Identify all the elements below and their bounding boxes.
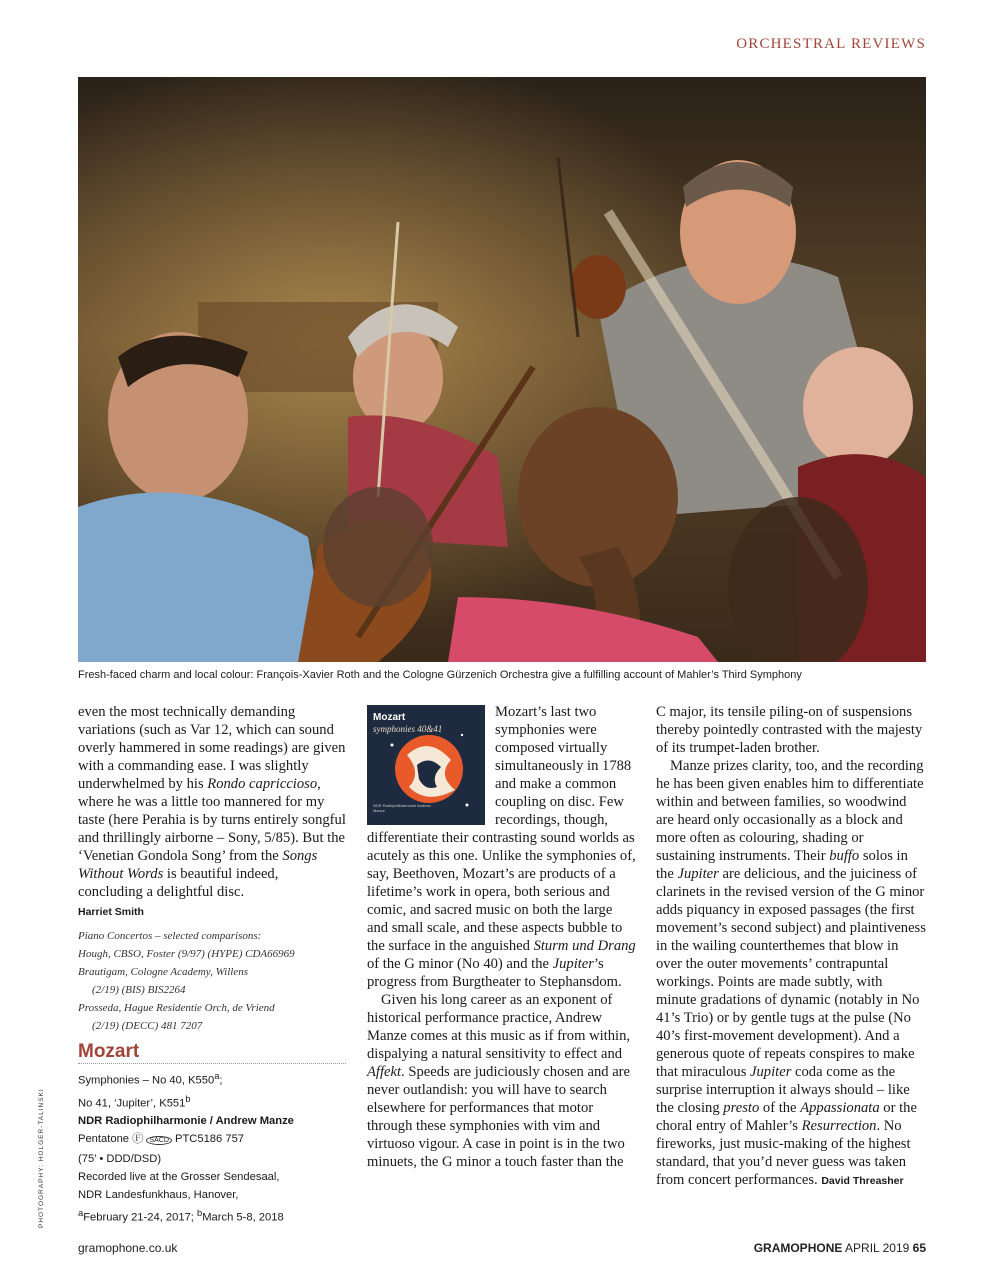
page-number: 65 — [912, 1241, 926, 1255]
paragraph: Manze prizes clarity, too, and the recording he has been given enables him to differentiate within and between families, so woodwind are heard only occasionally as a block and more often as colouring, shading or sustaining instruments. Their buffo solos in the Jupiter are delicious, and the juiciness of clarinets in the revised version of the G minor adds piquancy in exposed passages (the first movement’s second subject) and plaintiveness in the wailing counterthemes that blow in over the outer movements’ contrapuntal workings. Points are made subtly, with minute gradations of dynamic (notably in No 41’s Trio) or by gentle tugs at the pulse (No 40’s first-movement development). And a generous quote of repeats conspires to make that miraculous Jupiter coda come as the surprise interruption it always should – like the closing presto of the Appassionata or the choral entry of Mahler’s Resurrection. No fireworks, just music-making of the highest standard, that you’d never guess was taken from concert performances. David Threasher — [656, 758, 926, 1188]
reviewer-name: David Threasher — [821, 1175, 904, 1187]
comparisons: Piano Concertos – selected comparisons: Hough, CBSO, Foster (9/97) (HYPE) CDA66969 Brautigam, Cologne Academy, Willens (2/19) (BIS) BIS2264 Prosseda, Hague Residentie Orch, de Vriend (2/19) (DECC) 481 7207 — [78, 930, 295, 1032]
paragraph: Given his long career as an exponent of historical performance practice, Andrew Manze comes at this music as if from within, dispalying a natural sensitivity to effect and Affekt. Speeds are judiciously chosen and are never outlandish: you will have to search elsewhere for performances that motor through these symphonies with vim and virtuoso vigour. A case in point is in the two minuets, the G minor a touch faster than the — [367, 992, 631, 1170]
paragraph: Mozart’s last two symphonies were composed virtually simultaneously in 1788 and make a common coupling on disc. Few recordings, though, differentiate their contrasting sound worlds as acutely as this one. Unlike the symphonies of, say, Beethoven, Mozart’s are products of a lifetime’s work in opera, both serious and comic, and sacred music on both the large and small scale, and these aspects bubble to the surface in the anguished Sturm und Drang of the G minor (No 40) and the Jupiter’s progress from Burgtheater to Stephansdom. — [367, 704, 636, 990]
composer-heading: Mozart — [78, 1043, 346, 1064]
reviewer-name: Harriet Smith — [78, 906, 144, 918]
footer-website[interactable]: gramophone.co.uk — [78, 1241, 178, 1255]
magazine-brand: GRAMOPHONE — [753, 1241, 843, 1255]
column-1 — [78, 703, 346, 1227]
sacd-logo: SACD — [146, 1136, 171, 1145]
photo-credit: PHOTOGRAPHY: HOLGER-TALINSKI — [38, 1088, 45, 1228]
recording-info: Symphonies – No 40, K550$^a$; No 41, ‘Jupiter’, K551$^b$ NDR Radiophilharmonie / Andrew Manze Pentatone Ⓕ SACD PTC5186 757 (75’ • DDD/DSD) Recorded live at the Grosser Sendesaal, NDR Landesfunkhaus, Hanover, $^a$February 21-24, 2017; $^b$March 5-8, 2018 — [78, 1071, 294, 1225]
footer-issue — [754, 1241, 926, 1255]
paragraph: C major, its tensile piling-on of suspensions thereby pointedly contrasted with the majesty of its trumpet-laden brother. — [656, 704, 923, 756]
photo-orchestra-rehearsal — [78, 77, 926, 662]
section-label: ORCHESTRAL REVIEWS — [736, 36, 926, 52]
paragraph: even the most technically demanding variations (such as Var 12, which can sound overly hammered in some readings) are given with a commanding ease. I was slightly underwhelmed by his Rondo capriccioso, where he was a little too mannered for my taste (here Perahia is by turns entirely songful and thrillingly airborne – Sony, 5/85). But the ‘Venetian Gondola Song’ from the Songs Without Words is beautiful indeed, concluding a delightful disc. — [78, 704, 346, 900]
photo-caption: Fresh-faced charm and local colour: François-Xavier Roth and the Cologne Gürzenich Orchestra give a fulfilling account of Mahler’s Third Symphony — [78, 669, 802, 681]
album-cover: Mozart symphonies 40&41 NDR Radiophilharmonie Andrew Manze — [367, 705, 485, 825]
column-3 — [656, 703, 926, 1190]
issue-date: APRIL 2019 — [845, 1241, 910, 1255]
column-2 — [367, 703, 637, 1171]
